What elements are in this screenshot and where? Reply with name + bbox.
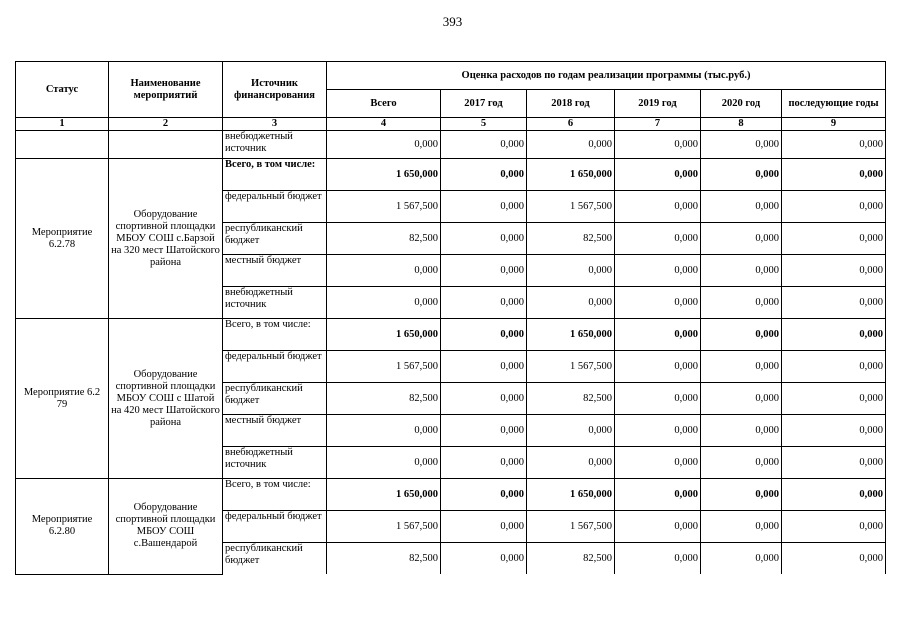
source-cell: федеральный бюджет [223, 191, 327, 223]
value-cell: 0,000 [615, 351, 701, 383]
year-header: 2020 год [701, 90, 782, 118]
year-header: 2018 год [527, 90, 615, 118]
source-header: Источник финансирования [223, 62, 327, 118]
value-cell: 0,000 [701, 191, 782, 223]
source-cell: местный бюджет [223, 255, 327, 287]
value-cell: 0,000 [701, 479, 782, 511]
value-cell: 0,000 [701, 223, 782, 255]
source-cell: местный бюджет [223, 415, 327, 447]
value-cell: 0,000 [441, 415, 527, 447]
value-cell: 82,500 [527, 383, 615, 415]
value-cell: 0,000 [782, 223, 886, 255]
column-number: 5 [441, 118, 527, 131]
value-cell: 0,000 [701, 383, 782, 415]
source-cell: республиканский бюджет [223, 383, 327, 415]
value-cell: 0,000 [615, 479, 701, 511]
value-cell: 0,000 [615, 511, 701, 543]
value-cell: 1 567,500 [527, 191, 615, 223]
value-cell: 0,000 [327, 255, 441, 287]
year-header: Всего [327, 90, 441, 118]
source-cell: федеральный бюджет [223, 511, 327, 543]
value-cell: 0,000 [615, 287, 701, 319]
value-cell: 0,000 [782, 447, 886, 479]
column-number: 1 [16, 118, 109, 131]
column-number: 8 [701, 118, 782, 131]
source-cell: Всего, в том числе: [223, 159, 327, 191]
estimate-header: Оценка расходов по годам реализации программы (тыс.руб.) [327, 62, 886, 90]
value-cell: 0,000 [701, 543, 782, 575]
column-number: 6 [527, 118, 615, 131]
value-cell: 0,000 [615, 415, 701, 447]
name-cell [109, 131, 223, 159]
value-cell: 0,000 [527, 415, 615, 447]
value-cell: 0,000 [615, 223, 701, 255]
value-cell: 0,000 [782, 383, 886, 415]
source-cell: республиканский бюджет [223, 543, 327, 575]
value-cell: 0,000 [527, 131, 615, 159]
budget-table [15, 61, 886, 575]
column-number-row [16, 118, 886, 131]
value-cell: 0,000 [782, 511, 886, 543]
column-number: 7 [615, 118, 701, 131]
source-cell: республиканский бюджет [223, 223, 327, 255]
year-header: 2017 год [441, 90, 527, 118]
value-cell: 82,500 [327, 543, 441, 575]
value-cell: 0,000 [441, 447, 527, 479]
status-cell [16, 131, 109, 159]
value-cell: 1 650,000 [527, 479, 615, 511]
name-header: Наименование мероприятий [109, 62, 223, 118]
value-cell: 0,000 [782, 351, 886, 383]
page-number: 393 [442, 14, 463, 29]
value-cell: 0,000 [615, 131, 701, 159]
source-cell: внебюджетный источник [223, 447, 327, 479]
value-cell: 0,000 [527, 287, 615, 319]
value-cell: 0,000 [527, 255, 615, 287]
name-cell: Оборудование спортивной площадки МБОУ СОШ с.Барзой на 320 мест Шатойского района [109, 159, 223, 319]
name-cell: Оборудование спортивной площадки МБОУ СОШ с Шатой на 420 мест Шатойского района [109, 319, 223, 479]
value-cell: 0,000 [701, 131, 782, 159]
status-cell: Мероприятие 6.2 79 [16, 319, 109, 479]
column-number: 9 [782, 118, 886, 131]
value-cell: 0,000 [527, 447, 615, 479]
value-cell: 0,000 [615, 255, 701, 287]
status-cell: Мероприятие 6.2.80 [16, 479, 109, 575]
value-cell: 0,000 [782, 415, 886, 447]
value-cell: 0,000 [441, 287, 527, 319]
value-cell: 1 650,000 [527, 319, 615, 351]
source-cell: федеральный бюджет [223, 351, 327, 383]
value-cell: 0,000 [701, 287, 782, 319]
value-cell: 1 650,000 [327, 479, 441, 511]
value-cell: 0,000 [701, 415, 782, 447]
value-cell: 1 567,500 [327, 511, 441, 543]
table-body [16, 62, 886, 575]
total-row [16, 479, 886, 511]
value-cell: 0,000 [701, 255, 782, 287]
total-row [16, 319, 886, 351]
value-cell: 0,000 [441, 223, 527, 255]
value-cell: 0,000 [615, 159, 701, 191]
value-cell: 0,000 [441, 351, 527, 383]
value-cell: 0,000 [782, 191, 886, 223]
value-cell: 0,000 [615, 191, 701, 223]
value-cell: 0,000 [441, 543, 527, 575]
value-cell: 0,000 [782, 159, 886, 191]
value-cell: 1 567,500 [327, 191, 441, 223]
column-number: 4 [327, 118, 441, 131]
value-cell: 1 567,500 [527, 351, 615, 383]
value-cell: 0,000 [327, 415, 441, 447]
value-cell: 0,000 [327, 131, 441, 159]
value-cell: 0,000 [782, 479, 886, 511]
value-cell: 0,000 [701, 511, 782, 543]
value-cell: 1 567,500 [327, 351, 441, 383]
value-cell: 0,000 [615, 383, 701, 415]
value-cell: 1 567,500 [527, 511, 615, 543]
value-cell: 0,000 [441, 383, 527, 415]
column-number: 2 [109, 118, 223, 131]
status-header: Статус [16, 62, 109, 118]
source-cell: Всего, в том числе: [223, 319, 327, 351]
value-cell: 0,000 [441, 255, 527, 287]
year-header: 2019 год [615, 90, 701, 118]
value-cell: 0,000 [615, 447, 701, 479]
name-cell: Оборудование спортивной площадки МБОУ СОШ с.Вашендарой [109, 479, 223, 575]
year-header: последующие годы [782, 90, 886, 118]
value-cell: 0,000 [701, 159, 782, 191]
column-number: 3 [223, 118, 327, 131]
value-cell: 0,000 [701, 447, 782, 479]
value-cell: 0,000 [441, 319, 527, 351]
value-cell: 1 650,000 [527, 159, 615, 191]
value-cell: 1 650,000 [327, 319, 441, 351]
value-cell: 0,000 [441, 131, 527, 159]
value-cell: 0,000 [441, 191, 527, 223]
value-cell: 82,500 [327, 223, 441, 255]
source-cell: внебюджетный источник [223, 131, 327, 159]
value-cell: 82,500 [327, 383, 441, 415]
total-row [16, 159, 886, 191]
value-cell: 0,000 [441, 159, 527, 191]
value-cell: 0,000 [782, 543, 886, 575]
value-cell: 0,000 [701, 319, 782, 351]
value-cell: 82,500 [527, 543, 615, 575]
source-cell: внебюджетный источник [223, 287, 327, 319]
value-cell: 82,500 [527, 223, 615, 255]
header-row [16, 62, 886, 90]
value-cell: 1 650,000 [327, 159, 441, 191]
value-cell: 0,000 [782, 131, 886, 159]
value-cell: 0,000 [615, 319, 701, 351]
value-cell: 0,000 [441, 479, 527, 511]
value-cell: 0,000 [327, 287, 441, 319]
value-cell: 0,000 [615, 543, 701, 575]
value-cell: 0,000 [701, 351, 782, 383]
value-cell: 0,000 [782, 287, 886, 319]
status-cell: Мероприятие 6.2.78 [16, 159, 109, 319]
source-cell: Всего, в том числе: [223, 479, 327, 511]
continuation-row [16, 131, 886, 159]
value-cell: 0,000 [327, 447, 441, 479]
value-cell: 0,000 [441, 511, 527, 543]
value-cell: 0,000 [782, 255, 886, 287]
value-cell: 0,000 [782, 319, 886, 351]
